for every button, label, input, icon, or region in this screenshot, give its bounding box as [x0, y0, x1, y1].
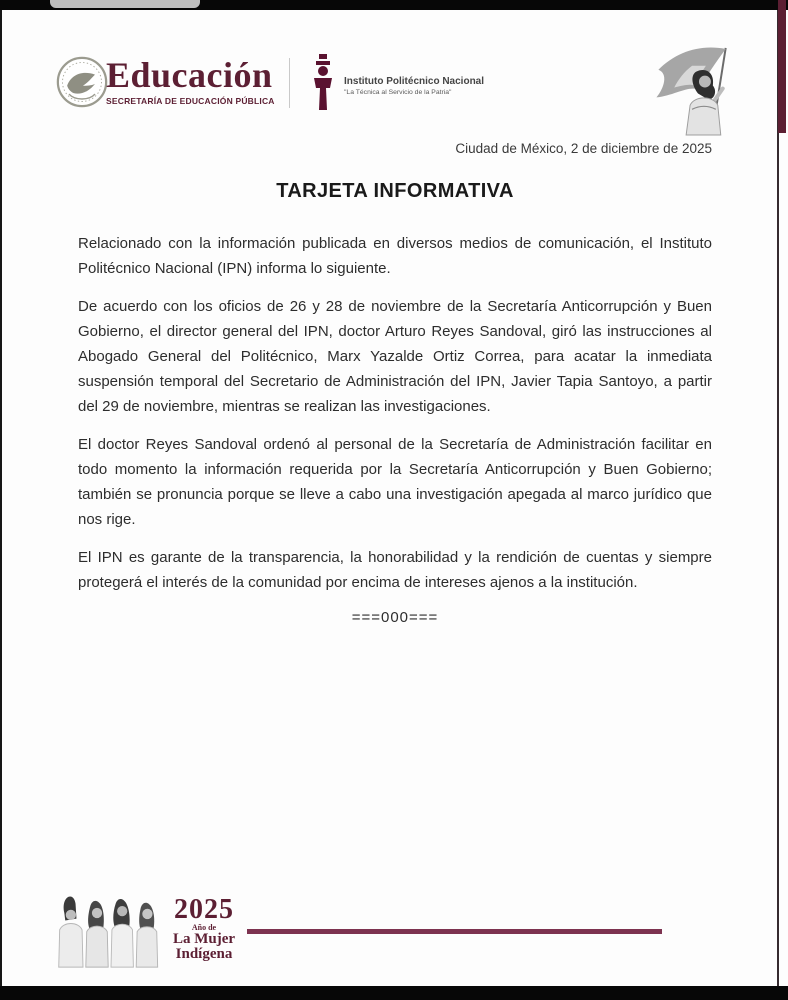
left-edge-line	[0, 10, 2, 986]
footer-tagline-line1: La Mujer	[172, 931, 236, 947]
ipn-name: Instituto Politécnico Nacional	[344, 76, 485, 87]
right-edge-line	[777, 10, 779, 986]
closing-mark: ===000===	[351, 609, 439, 626]
sep-logo	[106, 56, 275, 106]
sep-eagle-seal-icon	[56, 54, 108, 115]
indigenous-women-image	[55, 884, 167, 975]
footer-year-block	[164, 894, 244, 962]
right-maroon-bar	[778, 0, 786, 133]
ipn-motto: "La Técnica al Servicio de la Patria"	[344, 89, 452, 96]
footer-maroon-rule	[247, 929, 662, 934]
sep-wordmark: Educación	[106, 55, 273, 95]
bottom-black-bar	[0, 986, 788, 1000]
woman-with-flag-image	[648, 44, 748, 143]
ipn-logo-icon	[310, 54, 336, 117]
footer-tagline-line2: Indígena	[175, 946, 233, 962]
ipn-text-block	[344, 76, 484, 96]
header-divider	[289, 58, 290, 108]
top-gray-tab	[50, 0, 200, 8]
document-content	[78, 141, 712, 626]
document-title: TARJETA INFORMATIVA	[276, 180, 514, 202]
sep-subtitle: SECRETARÍA DE EDUCACIÓN PÚBLICA	[106, 96, 275, 106]
footer-year: 2025	[174, 894, 234, 925]
dateline: Ciudad de México, 2 de diciembre de 2025	[455, 141, 712, 156]
paragraph-4: El IPN es garante de la transparencia, la honorabilidad y la rendición de cuentas y siempre protegerá el interés de la comunidad por encima de intereses ajenos a la institución.	[78, 549, 712, 591]
paragraph-1: Relacionado con la información publicada en diversos medios de comunicación, el Instituto Politécnico Nacional (IPN) informa lo siguiente.	[78, 235, 712, 277]
footer-tagline-small: Año de	[191, 923, 217, 932]
body-paragraphs	[78, 231, 712, 595]
paragraph-2: De acuerdo con los oficios de 26 y 28 de noviembre de la Secretaría Anticorrupción y Buen Gobierno, el director general del IPN, doctor Arturo Reyes Sandoval, giró las instrucciones al Abogado General del Politécnico, Marx Yazalde Ortiz Correa, para acatar la inmediata suspensión temporal del Secretario de Administración del IPN, Javier Tapia Santoyo, a partir del 29 de noviembre, mientras se realizan las investigaciones.	[78, 298, 712, 415]
paragraph-3: El doctor Reyes Sandoval ordenó al personal de la Secretaría de Administración facilitar en todo momento la información requerida por la Secretaría Anticorrupción y Buen Gobierno; también se pronuncia porque se lleve a cabo una investigación apegada al marco jurídico que nos rige.	[78, 436, 712, 528]
